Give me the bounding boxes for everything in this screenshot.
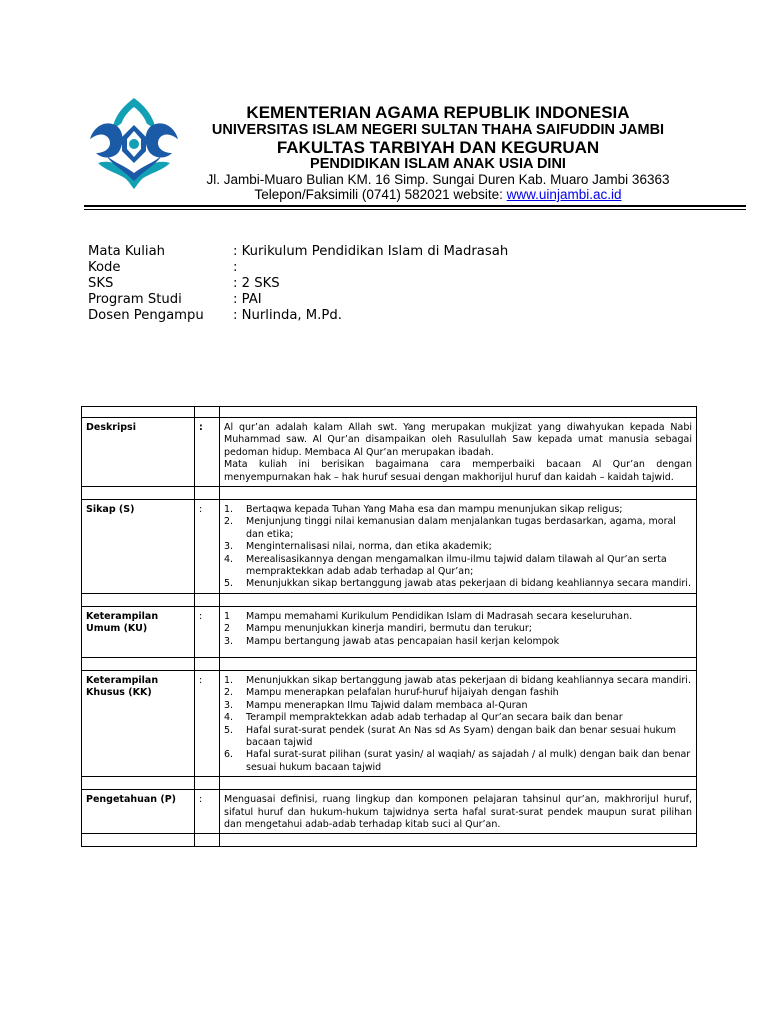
row-label-line: Keterampilan — [86, 610, 159, 622]
item-text: Terampil mempraktekkan adab adab terhadap al Qur’an secara baik dan benar — [246, 712, 623, 724]
list-item — [224, 611, 692, 623]
table-spacer-row — [82, 834, 697, 847]
course-info-value: : PAI — [233, 292, 262, 307]
pengetahuan-cell: Menguasai definisi, ruang lingkup dan komponen pelajaran tahsinul qur’an, makhrorijul huruf, sifatul huruf dan hukum-hukum tajwidnya serta hafal surat-surat pendek maupun surat pilihan dan mengetahui adab-adab terhadap kitab suci al Qur’an. — [220, 790, 697, 834]
uin-jambi-logo-icon — [84, 93, 184, 193]
item-text: Mampu memahami Kurikulum Pendidikan Islam di Madrasah secara keseluruhan. — [246, 610, 633, 622]
table-spacer-row — [82, 777, 697, 790]
address-line: Jl. Jambi-Muaro Bulian KM. 16 Simp. Sungai Duren Kab. Muaro Jambi 36363 — [206, 172, 670, 188]
item-number: 4. — [224, 553, 234, 565]
table-spacer-row — [82, 407, 697, 418]
course-info — [88, 244, 508, 324]
item-text: Merealisasikannya dengan mengamalkan ilmu-ilmu tajwid dalam tilawah al Qur’an serta mempraktekkan adab adab terhadap al Qur’an; — [246, 553, 667, 578]
course-info-label: Program Studi — [88, 292, 182, 307]
course-info-label: SKS — [88, 276, 114, 291]
course-info-row — [88, 276, 508, 292]
row-label — [82, 606, 195, 657]
table-spacer-row — [82, 593, 697, 606]
course-info-label: Kode — [88, 260, 121, 275]
row-label: Deskripsi — [82, 418, 195, 487]
row-label — [82, 670, 195, 776]
course-info-row — [88, 292, 508, 308]
ministry-title: KEMENTERIAN AGAMA REPUBLIK INDONESIA — [246, 103, 630, 122]
list-item — [224, 578, 692, 590]
course-info-label: Dosen Pengampu — [88, 308, 204, 323]
ku-list — [224, 611, 692, 648]
item-text: Mampu menerapkan Ilmu Tajwid dalam membaca al-Quran — [246, 699, 528, 711]
item-text: Menginternalisasi nilai, norma, dan etika akademik; — [246, 541, 492, 553]
row-colon: : — [195, 500, 220, 594]
table-row-pengetahuan — [82, 790, 697, 834]
table-row-deskripsi — [82, 418, 697, 487]
phone-text: Telepon/Faksimili (0741) 582021 website: — [254, 187, 507, 203]
row-colon: : — [195, 670, 220, 776]
table-spacer-row — [82, 487, 697, 500]
list-item — [224, 687, 692, 699]
list-item — [224, 675, 692, 687]
list-item — [224, 712, 692, 724]
contact-line — [190, 188, 686, 203]
item-text: Hafal surat-surat pilihan (surat yasin/ al waqiah/ as sajadah / al mulk) dengan baik dan benar sesuai hukum bacaan tajwid — [246, 749, 691, 773]
item-number: 1. — [224, 674, 234, 686]
row-colon: : — [195, 606, 220, 657]
header-rule-thick — [84, 205, 746, 207]
list-item — [224, 504, 692, 516]
item-number: 1. — [224, 504, 234, 516]
table-row-ku — [82, 606, 697, 657]
table-spacer-row — [82, 657, 697, 670]
item-text: Menunjukkan sikap bertanggung jawab atas pekerjaan di bidang keahliannya secara mandiri. — [246, 578, 691, 590]
item-number: 3. — [224, 541, 234, 553]
list-item — [224, 623, 692, 635]
list-item — [224, 749, 692, 774]
university-title: UNIVERSITAS ISLAM NEGERI SULTAN THAHA SAIFUDDIN JAMBI — [211, 121, 665, 138]
row-label: Sikap (S) — [82, 500, 195, 594]
letterhead — [190, 104, 686, 203]
course-info-row — [88, 308, 508, 324]
list-item — [224, 541, 692, 553]
item-text: Mampu menerapkan pelafalan huruf-huruf hijaiyah dengan fashih — [246, 687, 559, 699]
course-info-row — [88, 260, 508, 276]
description-paragraph: Al qur’an adalah kalam Allah swt. Yang merupakan mukjizat yang diwahyukan kepada Nabi Muhammad saw. Al Qur’an disampaikan oleh Rasulullah Saw kepada umat manusia sebagai pedoman hidup. Membaca Al Qur’an merupakan ibadah. — [224, 422, 692, 458]
website-link[interactable]: www.uinjambi.ac.id — [506, 187, 622, 203]
course-info-value: : 2 SKS — [233, 276, 280, 291]
item-number: 3. — [224, 699, 234, 711]
row-label-line: Keterampilan — [86, 674, 159, 686]
description-paragraph: Mata kuliah ini berisikan bagaimana cara memperbaiki bacaan Al Qur’an dengan menyempurnakan hak – hak huruf sesuai dengan makhorijul huruf dan kaidah – kaidah tajwid. — [224, 459, 692, 483]
item-number: 5. — [224, 578, 234, 590]
kk-cell — [220, 670, 697, 776]
sikap-list — [224, 504, 692, 591]
item-number: 1 — [224, 610, 231, 622]
row-colon: : — [195, 790, 220, 834]
list-item — [224, 636, 692, 648]
item-number: 2. — [224, 516, 234, 528]
item-text: Hafal surat-surat pendek (surat An Nas sd As Syam) dengan baik dan benar sesuai hukum bacaan tajwid — [246, 724, 676, 748]
course-info-value: : — [233, 260, 238, 275]
course-info-value: : Nurlinda, M.Pd. — [233, 308, 342, 323]
sikap-cell — [220, 500, 697, 594]
row-colon: : — [195, 418, 220, 487]
table-row-kk — [82, 670, 697, 776]
row-label-line: Khusus (KK) — [86, 687, 152, 699]
item-text: Mampu menunjukkan kinerja mandiri, bermutu dan terukur; — [246, 623, 532, 635]
item-text: Menunjukkan sikap bertanggung jawab atas pekerjaan di bidang keahliannya secara mandiri. — [246, 674, 691, 686]
course-info-label: Mata Kuliah — [88, 244, 166, 259]
item-number: 2. — [224, 687, 234, 699]
course-info-row — [88, 244, 508, 260]
item-number: 4. — [224, 712, 234, 724]
row-label: Pengetahuan (P) — [82, 790, 195, 834]
list-item — [224, 516, 692, 541]
row-label-line: Umum (KU) — [86, 623, 148, 635]
ku-cell — [220, 606, 697, 657]
list-item — [224, 725, 692, 750]
item-text: Mampu bertangung jawab atas pencapaian hasil kerjan kelompok — [246, 635, 560, 647]
program-title: PENDIDIKAN ISLAM ANAK USIA DINI — [310, 156, 566, 173]
item-text: Bertaqwa kepada Tuhan Yang Maha esa dan mampu menunjukan sikap religus; — [246, 504, 623, 516]
list-item — [224, 700, 692, 712]
item-number: 3. — [224, 635, 234, 647]
kk-list — [224, 675, 692, 774]
learning-outcomes-table — [81, 406, 697, 847]
list-item — [224, 554, 692, 579]
item-text: Menjunjung tinggi nilai kemanusian dalam menjalankan tugas berdasarkan, agama, moral dan etika; — [246, 516, 676, 540]
item-number: 6. — [224, 749, 234, 761]
course-info-value: : Kurikulum Pendidikan Islam di Madrasah — [233, 244, 509, 259]
item-number: 5. — [224, 724, 234, 736]
header-rule-thin — [84, 209, 746, 210]
description-cell — [220, 418, 697, 487]
faculty-title: FAKULTAS TARBIYAH DAN KEGURUAN — [276, 137, 600, 157]
item-number: 2 — [224, 623, 231, 635]
table-row-sikap — [82, 500, 697, 594]
